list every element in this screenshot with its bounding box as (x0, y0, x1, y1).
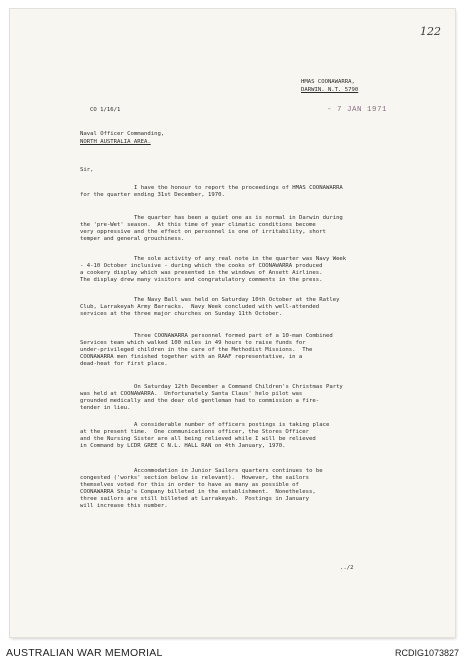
paragraph-5-line: Services team which walked 100 miles in 49 hours to raise funds for (80, 340, 306, 347)
paragraph-8-line: congested ('works' section below is relevant). However, the sailors (80, 475, 310, 482)
paragraph-5-line: Three COONAWARRA personnel formed part of a 10-man Combined (134, 333, 333, 339)
paragraph-7-line: and the Nursing Sister are all being relieved while I will be relieved (80, 436, 316, 443)
recipient-line-2: NORTH AUSTRALIA AREA. (80, 139, 151, 145)
paragraph-6-line: was held at COONAWARRA. Unfortunately Santa Claus' helo pilot was (80, 391, 303, 398)
paragraph-2-line: temper and general grouchiness. (80, 236, 185, 243)
paragraph-3-line: The sole activity of any real note in the quarter was Navy Week (134, 256, 347, 262)
paragraph-3-line: a cookery display which was presented in the windows of Ansett Airlines. (80, 270, 323, 277)
paragraph-8-line: three sailors are still billeted at Larrakeyah. Postings in January (80, 496, 310, 503)
paragraph-3-line: - 4-10 October inclusive - during which the cooks of COONAWARRA produced (80, 263, 323, 270)
paragraph-4-line: The Navy Ball was held on Saturday 10th October at the Ratley (134, 297, 340, 303)
reference-number: CO 1/16/1 (90, 107, 121, 113)
paragraph-8-line: themselves voted for this in order to have as many as possible of (80, 482, 299, 489)
continuation-marker: ../2 (340, 565, 354, 571)
document-page (10, 9, 455, 637)
paragraph-6-line: tender in lieu. (80, 405, 131, 412)
paragraph-7-line: at the present time. One communications officer, the Stores Officer (80, 429, 310, 436)
paragraph-5-line: COONAWARRA men finished together with an RAAF representative, in a (80, 354, 303, 361)
record-id: RCDIG1073827 (394, 648, 459, 658)
archive-name: AUSTRALIAN WAR MEMORIAL (6, 647, 163, 659)
paragraph-2-line: The quarter has been a quiet one as is normal in Darwin during (134, 215, 343, 221)
paragraph-1-line: I have the honour to report the proceedings of HMAS COONAWARRA (134, 185, 343, 191)
archive-footer (0, 641, 465, 666)
date-stamp: - 7 JAN 1971 (327, 106, 388, 114)
recipient-line-1: Naval Officer Commanding, (80, 131, 165, 137)
paragraph-3-line: The display drew many visitors and congratulatory comments in the press. (80, 277, 323, 284)
sender-address-line-1: HMAS COONAWARRA, (301, 79, 355, 85)
paragraph-6-line: grounded medically and the dear old gentleman had to commission a fire- (80, 398, 320, 405)
page-number: 122 (420, 25, 441, 38)
paragraph-5-line: under-privileged children in the care of the Methodist Missions. The (80, 347, 313, 354)
sender-address-line-2: DARWIN. N.T. 5790 (301, 87, 359, 93)
paragraph-7-line: in Command by LCDR GREE C N.L. HALL RAN on 4th January, 1970. (80, 443, 286, 450)
paragraph-5-line: dead-heat for first place. (80, 361, 168, 368)
salutation: Sir, (80, 167, 94, 173)
paragraph-7-line: A considerable number of officers postings is taking place (134, 422, 330, 428)
paragraph-8-line: will increase this number. (80, 503, 168, 510)
paragraph-4-line: services at the three major churches on Sunday 11th October. (80, 311, 283, 318)
paragraph-6-line: On Saturday 12th December a Command Children's Christmas Party (134, 384, 343, 390)
paragraph-8-line: COONAWARRA Ship's Company billeted in the establishment. Nonetheless, (80, 489, 316, 496)
paragraph-1-line: for the quarter ending 31st December, 1970. (80, 192, 225, 199)
paragraph-2-line: very oppressive and the effect on personnel is one of irritability, short (80, 229, 326, 236)
paragraph-4-line: Club, Larrakeyah Army Barracks. Navy Week concluded with well-attended (80, 304, 320, 311)
paragraph-8-line: Accommodation in Junior Sailors quarters continues to be (134, 468, 323, 474)
paragraph-2-line: the 'pre-Wet' season. At this time of year climatic conditions become (80, 222, 316, 229)
